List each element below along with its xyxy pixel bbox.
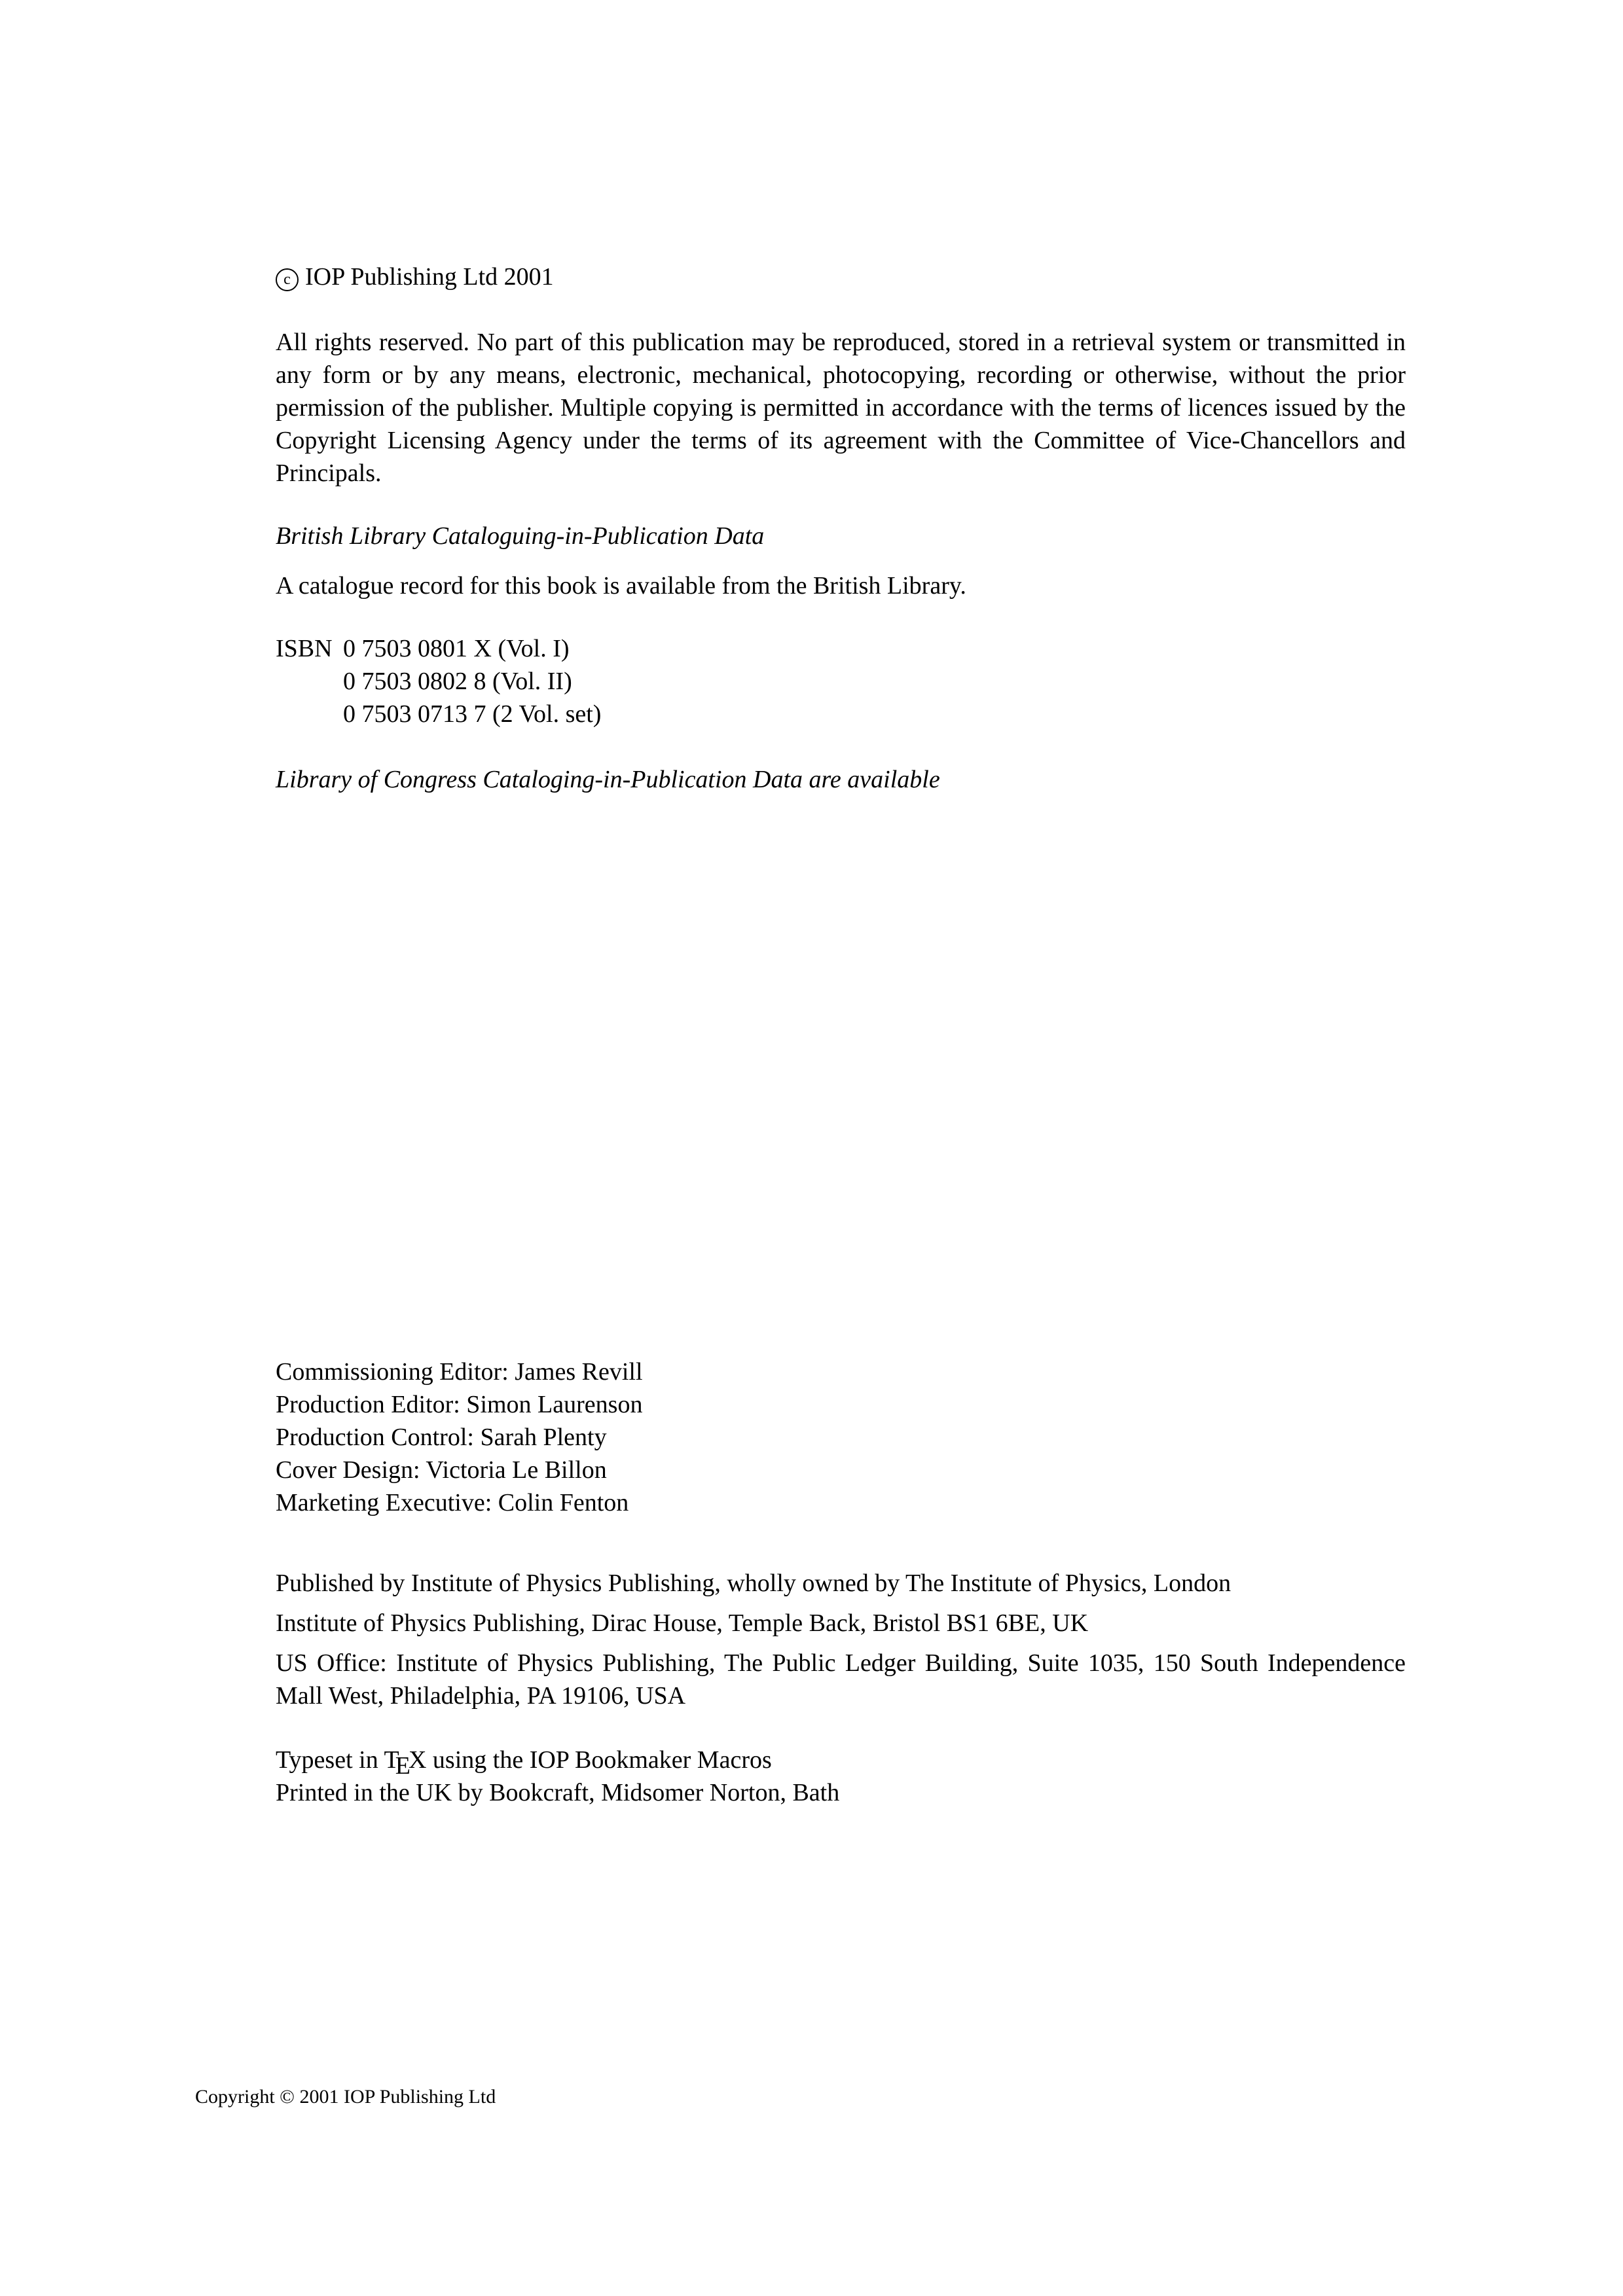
credit-line: Commissioning Editor: James Revill xyxy=(276,1358,643,1386)
credit-line: Marketing Executive: Colin Fenton xyxy=(276,1489,629,1516)
isbn-row xyxy=(276,665,1406,698)
us-office: US Office: Institute of Physics Publishing, The Public Ledger Building, Suite 1035, 150 South Independence Mall West, Philadelphia, PA 19106, USA xyxy=(276,1649,1406,1710)
cip-heading: British Library Cataloguing-in-Publication Data xyxy=(276,522,765,550)
tex-logo-e: E xyxy=(395,1752,410,1780)
isbn-row xyxy=(276,632,1406,665)
isbn-entry: 0 7503 0713 7 (2 Vol. set) xyxy=(343,700,602,728)
isbn-list xyxy=(276,632,1406,730)
isbn-entry: 0 7503 0801 X (Vol. I) xyxy=(343,635,570,662)
copyright-notice xyxy=(276,260,1406,293)
typeset-line xyxy=(276,1744,1406,1780)
tex-logo xyxy=(384,1746,427,1780)
credit-line: Production Editor: Simon Laurenson xyxy=(276,1391,643,1418)
credits-list xyxy=(276,1355,1406,1519)
credit-line: Cover Design: Victoria Le Billon xyxy=(276,1456,607,1484)
published-by: Published by Institute of Physics Publishing, wholly owned by The Institute of Physics, London xyxy=(276,1570,1231,1597)
isbn-label: ISBN xyxy=(276,635,333,662)
copyright-notice-text: IOP Publishing Ltd 2001 xyxy=(305,263,554,291)
loc-note: Library of Congress Cataloging-in-Publication Data are available xyxy=(276,766,940,793)
page-footer: Copyright © 2001 IOP Publishing Ltd xyxy=(195,2086,496,2108)
copyright-symbol-icon: c xyxy=(276,268,299,291)
printed-by: Printed in the UK by Bookcraft, Midsomer Norton, Bath xyxy=(276,1779,840,1806)
typeset-suffix: using the IOP Bookmaker Macros xyxy=(432,1746,772,1774)
tex-logo-t: T xyxy=(384,1746,399,1774)
catalogue-record: A catalogue record for this book is available from the British Library. xyxy=(276,572,966,600)
isbn-row xyxy=(276,698,1406,730)
rights-paragraph: All rights reserved. No part of this publication may be reproduced, stored in a retrieval system or transmitted in any form or by any means, electronic, mechanical, photocopying, recording or otherwise, without the prior permission of the publisher. Multiple copying is permitted in accordance with the terms of licences issued by the Copyright Licensing Agency under the terms of its agreement with the Committee of Vice-Chancellors and Principals. xyxy=(276,329,1406,487)
typeset-prefix: Typeset in xyxy=(276,1746,378,1774)
tex-logo-x: X xyxy=(408,1746,427,1774)
publisher-address: Institute of Physics Publishing, Dirac House, Temple Back, Bristol BS1 6BE, UK xyxy=(276,1609,1089,1637)
credit-line: Production Control: Sarah Plenty xyxy=(276,1424,607,1451)
isbn-entry: 0 7503 0802 8 (Vol. II) xyxy=(343,668,572,695)
